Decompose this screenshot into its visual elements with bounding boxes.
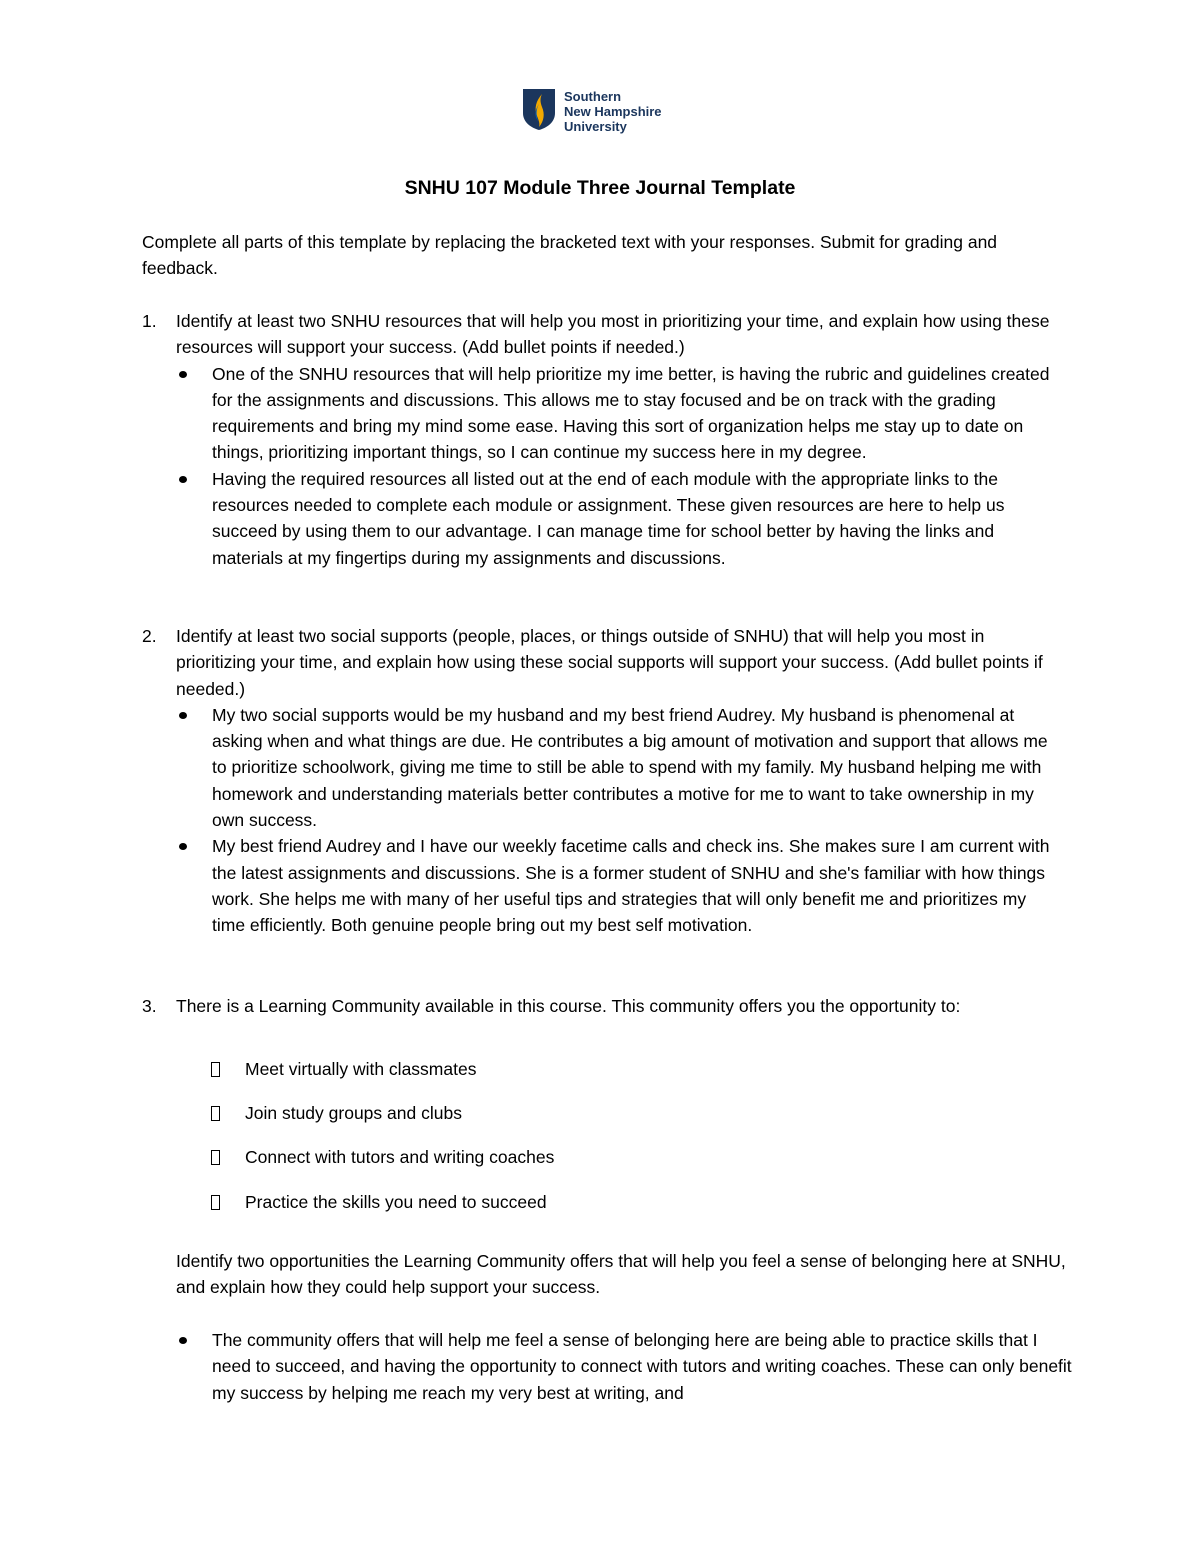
- answer-list: [142, 361, 1062, 571]
- checkbox-square-icon: [211, 1106, 220, 1121]
- list-item: [142, 361, 1062, 466]
- question-1: [142, 308, 1062, 571]
- question-text: There is a Learning Community available in this course. This community offers you the opportunity to:: [176, 996, 961, 1016]
- checkbox-square-icon: [211, 1062, 220, 1077]
- snhu-wordmark: [564, 89, 662, 134]
- logo-line-2: New Hampshire: [564, 104, 662, 119]
- answer-list: [142, 1327, 1072, 1406]
- question-2: [142, 623, 1062, 939]
- logo-line-3: University: [564, 119, 627, 134]
- option-item: [211, 1189, 547, 1215]
- answer-text: My two social supports would be my husband and my best friend Audrey. My husband is phenomenal at asking when and what things are due. He contributes a big amount of motivation and support that allows me to prioritize schoolwork, giving me time to still be able to spend with my family. My husband helping me with homework and understanding materials better contributes a motive for me to want to take ownership in my own success.: [212, 704, 1048, 831]
- answer-list: [142, 702, 1062, 939]
- option-item: [211, 1056, 476, 1082]
- option-text: Meet virtually with classmates: [245, 1059, 477, 1079]
- question-number: 3.: [142, 996, 157, 1016]
- list-item: [142, 833, 1062, 938]
- option-text: Practice the skills you need to succeed: [245, 1192, 547, 1212]
- question-text: Identify at least two social supports (people, places, or things outside of SNHU) that will help you most in prioritizing your time, and explain how using these social supports will support your success. (Add bullet points if needed.): [176, 626, 1043, 699]
- checkbox-square-icon: [211, 1150, 220, 1165]
- bullet-icon: [179, 476, 187, 483]
- snhu-logo: [522, 88, 662, 134]
- question-3-followup: Identify two opportunities the Learning Community offers that will help you feel a sense of belonging here at SNHU, and explain how they could help support your success.: [176, 1251, 1066, 1298]
- bullet-icon: [179, 371, 187, 378]
- answer-text: The community offers that will help me feel a sense of belonging here are being able to practice skills that I need to succeed, and having the opportunity to connect with tutors and writing coaches. These can only benefit my success by helping me reach my very best at writing, and: [212, 1330, 1072, 1403]
- answer-text: My best friend Audrey and I have our weekly facetime calls and check ins. She makes sure I am current with the latest assignments and discussions. She is a former student of SNHU and she's familiar with how things work. She helps me with many of her useful tips and strategies that will only benefit me and prioritizes my time efficiently. Both genuine people bring out my best self motivation.: [212, 836, 1050, 936]
- intro-paragraph: Complete all parts of this template by replacing the bracketed text with your responses. Submit for grading and feedback.: [142, 232, 998, 279]
- question-3-answers: [142, 1327, 1072, 1406]
- snhu-shield-icon: [522, 88, 556, 131]
- list-item: [142, 1327, 1072, 1406]
- option-item: [211, 1100, 462, 1126]
- bullet-icon: [179, 712, 187, 719]
- question-number: 2.: [142, 626, 157, 646]
- bullet-icon: [179, 843, 187, 850]
- list-item: [142, 702, 1062, 833]
- answer-text: Having the required resources all listed out at the end of each module with the appropriate links to the resources needed to complete each module or assignment. These given resources are here to help us succeed by using them to our advantage. I can manage time for school better by having the links and materials at my fingertips during my assignments and discussions.: [212, 468, 1005, 568]
- option-text: Connect with tutors and writing coaches: [245, 1147, 555, 1167]
- question-number: 1.: [142, 311, 157, 331]
- document-title: SNHU 107 Module Three Journal Template: [404, 177, 796, 199]
- question-text: Identify at least two SNHU resources that will help you most in prioritizing your time, and explain how using these resources will support your success. (Add bullet points if needed.): [176, 311, 1050, 358]
- list-item: [142, 466, 1062, 571]
- bullet-icon: [179, 1337, 187, 1344]
- option-text: Join study groups and clubs: [245, 1103, 462, 1123]
- option-item: [211, 1144, 554, 1170]
- checkbox-square-icon: [211, 1195, 220, 1210]
- logo-line-1: Southern: [564, 89, 622, 104]
- question-3: [142, 993, 1062, 1019]
- answer-text: One of the SNHU resources that will help prioritize my ime better, is having the rubric and guidelines created for the assignments and discussions. This allows me to stay focused and be on track with the grading requirements and bring my mind some ease. Having this sort of organization helps me stay up to date on things, prioritizing important things, so I can continue my success here in my degree.: [212, 363, 1050, 463]
